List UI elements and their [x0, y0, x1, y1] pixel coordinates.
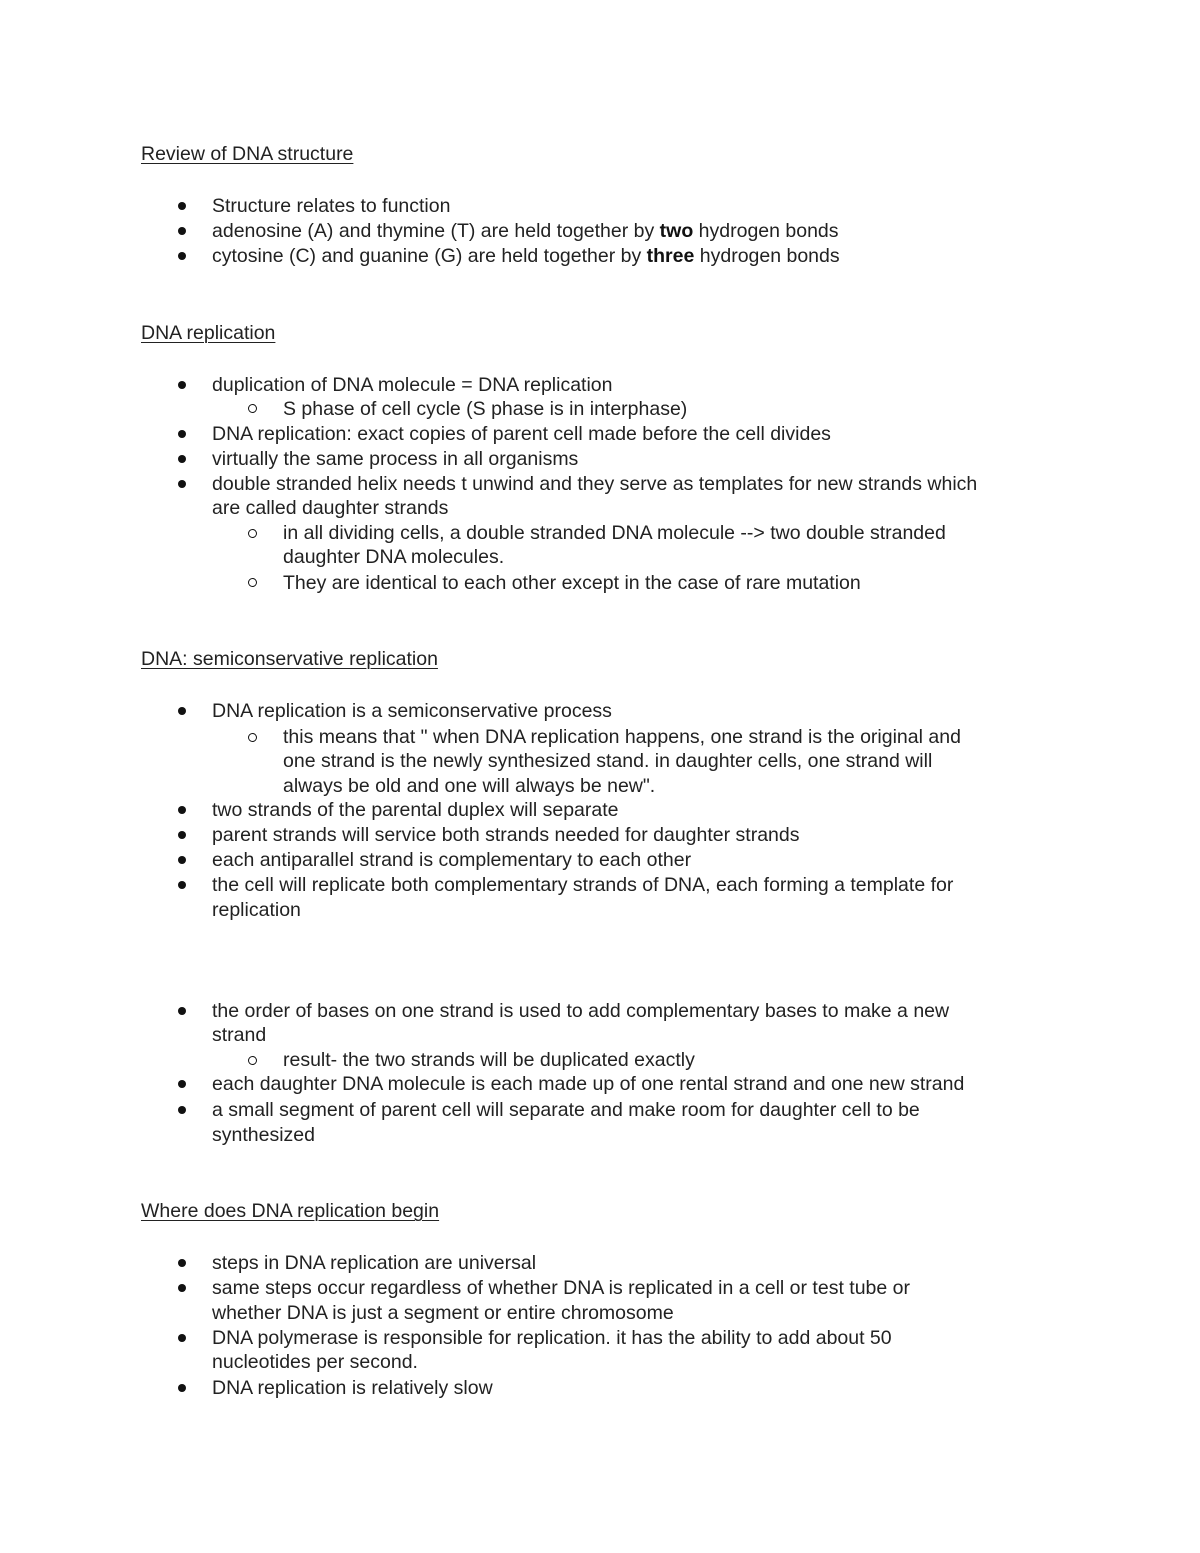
section-heading-dna-structure: Review of DNA structure: [141, 143, 354, 165]
list-item-continuation: strand: [212, 1024, 267, 1046]
list-item: virtually the same process in all organisms: [212, 448, 579, 470]
bullet-icon: [178, 202, 186, 210]
bullet-icon: [178, 1106, 186, 1114]
bullet-icon: [178, 707, 186, 715]
bullet-icon: [178, 252, 186, 260]
list-item: adenosine (A) and thymine (T) are held together by two hydrogen bonds: [212, 220, 839, 242]
list-item: S phase of cell cycle (S phase is in interphase): [283, 398, 688, 420]
list-item-continuation: synthesized: [212, 1124, 315, 1146]
list-item: cytosine (C) and guanine (G) are held together by three hydrogen bonds: [212, 245, 840, 267]
sub-bullet-icon: [248, 404, 257, 413]
bold-text: two: [659, 220, 694, 242]
sub-bullet-icon: [248, 578, 257, 587]
bullet-icon: [178, 856, 186, 864]
list-item-continuation: whether DNA is just a segment or entire chromosome: [212, 1302, 674, 1324]
bold-text: three: [646, 245, 695, 267]
list-item-continuation: nucleotides per second.: [212, 1351, 418, 1373]
section-heading-semiconservative: DNA: semiconservative replication: [141, 648, 438, 670]
list-item: this means that " when DNA replication happens, one strand is the original and: [283, 726, 961, 748]
bullet-icon: [178, 430, 186, 438]
list-item: steps in DNA replication are universal: [212, 1252, 537, 1274]
list-item: double stranded helix needs t unwind and they serve as templates for new strands which: [212, 473, 978, 495]
list-item-continuation: always be old and one will always be new".: [283, 775, 656, 797]
bullet-icon: [178, 1384, 186, 1392]
list-item: They are identical to each other except in the case of rare mutation: [283, 572, 861, 594]
list-item: parent strands will service both strands needed for daughter strands: [212, 824, 800, 846]
bullet-icon: [178, 881, 186, 889]
list-item: the cell will replicate both complementary strands of DNA, each forming a template for: [212, 874, 954, 896]
list-item: DNA polymerase is responsible for replication. it has the ability to add about 50: [212, 1327, 892, 1349]
list-item-continuation: replication: [212, 899, 301, 921]
list-item: DNA replication is a semiconservative process: [212, 700, 612, 722]
list-item: same steps occur regardless of whether DNA is replicated in a cell or test tube or: [212, 1277, 910, 1299]
list-item: DNA replication: exact copies of parent cell made before the cell divides: [212, 423, 831, 445]
list-item: duplication of DNA molecule = DNA replication: [212, 374, 613, 396]
list-item: two strands of the parental duplex will separate: [212, 799, 619, 821]
list-item: a small segment of parent cell will separate and make room for daughter cell to be: [212, 1099, 920, 1121]
bullet-icon: [178, 1080, 186, 1088]
sub-bullet-icon: [248, 733, 257, 742]
bullet-icon: [178, 381, 186, 389]
list-item: result- the two strands will be duplicated exactly: [283, 1049, 695, 1071]
bullet-icon: [178, 1007, 186, 1015]
list-item-continuation: one strand is the newly synthesized stand. in daughter cells, one strand will: [283, 750, 933, 772]
bullet-icon: [178, 1259, 186, 1267]
list-item: the order of bases on one strand is used to add complementary bases to make a new: [212, 1000, 950, 1022]
list-item: each daughter DNA molecule is each made up of one rental strand and one new strand: [212, 1073, 965, 1095]
list-item: Structure relates to function: [212, 195, 451, 217]
bullet-icon: [178, 227, 186, 235]
sub-bullet-icon: [248, 529, 257, 538]
bullet-icon: [178, 455, 186, 463]
list-item-continuation: are called daughter strands: [212, 497, 449, 519]
bullet-icon: [178, 806, 186, 814]
list-item: in all dividing cells, a double stranded DNA molecule --> two double stranded: [283, 522, 946, 544]
section-heading-dna-replication: DNA replication: [141, 322, 276, 344]
list-item-continuation: daughter DNA molecules.: [283, 546, 505, 568]
bullet-icon: [178, 480, 186, 488]
bullet-icon: [178, 1284, 186, 1292]
sub-bullet-icon: [248, 1056, 257, 1065]
section-heading-replication-begin: Where does DNA replication begin: [141, 1200, 440, 1222]
list-item: each antiparallel strand is complementary to each other: [212, 849, 692, 871]
bullet-icon: [178, 831, 186, 839]
list-item: DNA replication is relatively slow: [212, 1377, 493, 1399]
bullet-icon: [178, 1334, 186, 1342]
